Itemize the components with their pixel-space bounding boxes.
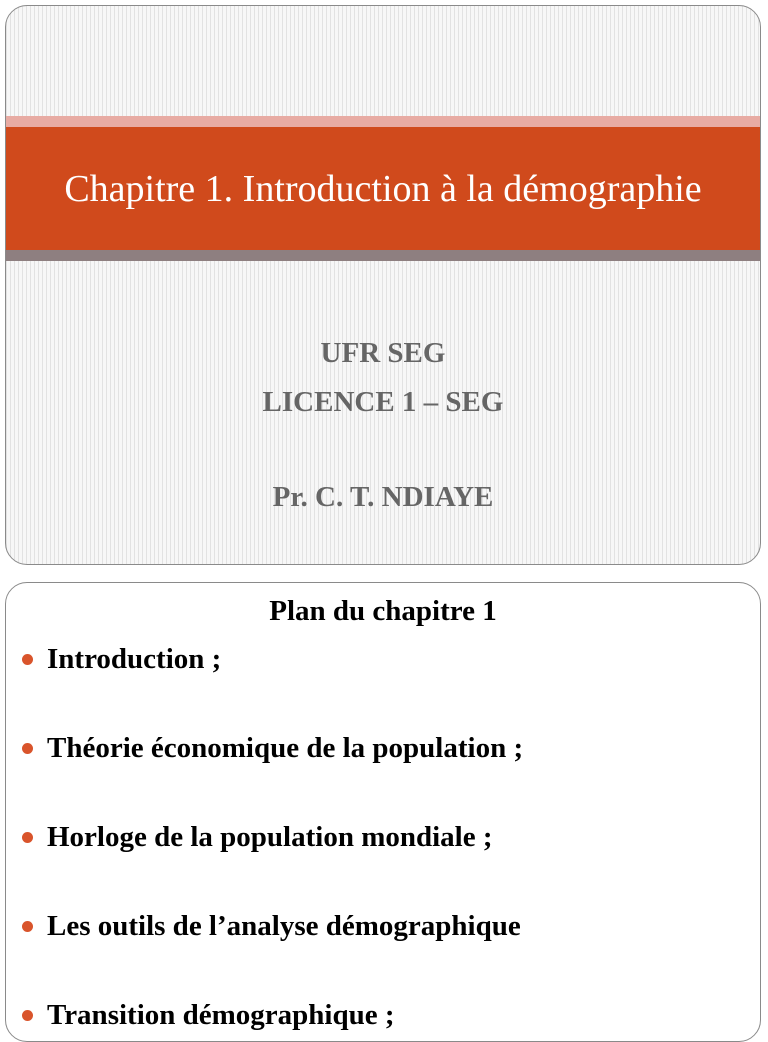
list-item-label: Transition démographique ;	[47, 999, 395, 1031]
bullet-icon	[22, 743, 33, 754]
level-text: LICENCE 1 – SEG	[262, 386, 504, 418]
list-item	[22, 821, 493, 854]
title-slide	[5, 5, 761, 565]
list-item-label: Horloge de la population mondiale ;	[47, 821, 493, 853]
list-item	[22, 732, 523, 765]
list-item	[22, 910, 521, 943]
bullet-icon	[22, 1010, 33, 1021]
plan-heading: Plan du chapitre 1	[269, 595, 497, 627]
title-band	[6, 127, 760, 250]
institution-text: UFR SEG	[320, 337, 446, 369]
accent-band-top	[6, 116, 760, 127]
slide-title: Chapitre 1. Introduction à la démographie	[64, 167, 702, 210]
list-item	[22, 999, 395, 1032]
bullet-icon	[22, 832, 33, 843]
list-item-label: Théorie économique de la population ;	[47, 732, 524, 764]
list-item-label: Introduction ;	[47, 643, 222, 675]
accent-band-bottom	[6, 250, 760, 261]
plan-slide	[5, 582, 761, 1042]
bullet-icon	[22, 654, 33, 665]
author-text: Pr. C. T. NDIAYE	[272, 481, 494, 513]
bullet-icon	[22, 921, 33, 932]
list-item	[22, 643, 221, 676]
list-item-label: Les outils de l’analyse démographique	[47, 910, 521, 942]
